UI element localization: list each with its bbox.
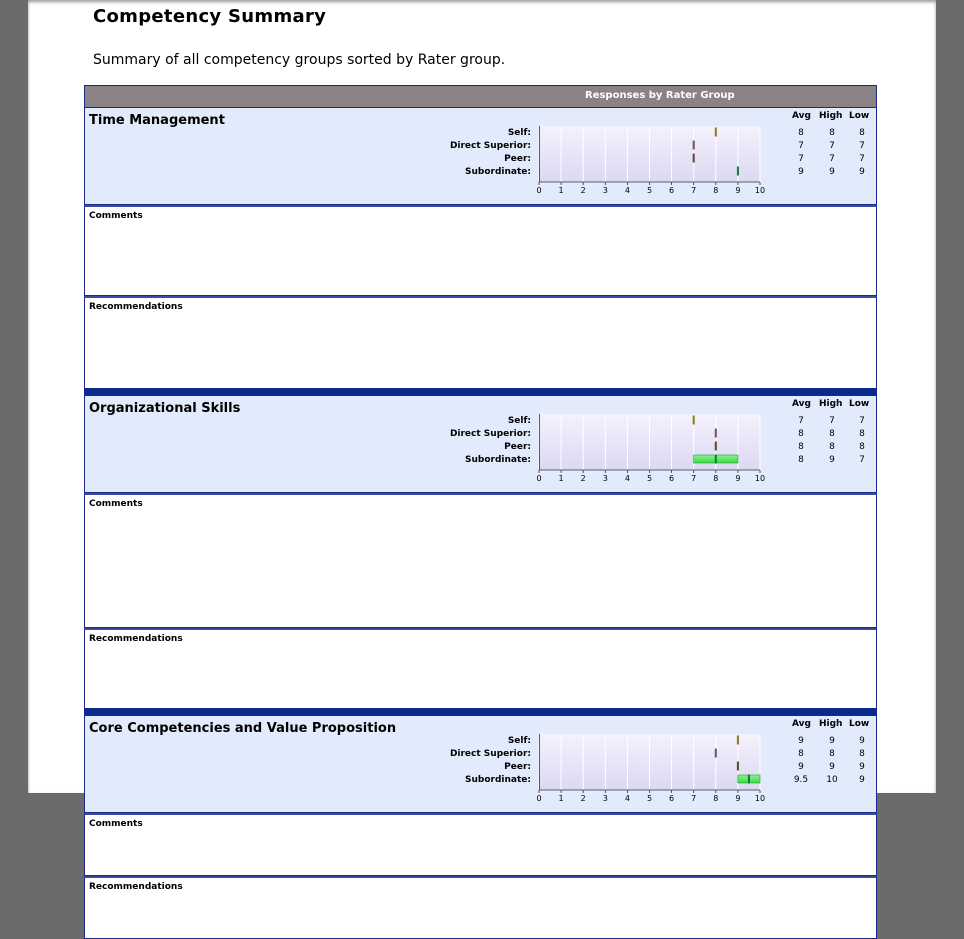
rater-score-chart (536, 734, 766, 803)
stat-avg-value: 8 (798, 429, 804, 439)
score-avg-marker (737, 736, 739, 745)
competency-group (84, 709, 877, 939)
recommendations-label: Recommendations (89, 302, 183, 312)
stat-high-value: 9 (829, 167, 835, 177)
stat-column-header: High (819, 399, 843, 409)
x-tick-label: 9 (735, 794, 741, 803)
x-tick-label: 6 (669, 474, 675, 483)
score-avg-marker (737, 762, 739, 771)
stat-avg-value: 7 (798, 416, 804, 426)
stat-high-value: 8 (829, 442, 835, 452)
recommendations-label: Recommendations (89, 882, 183, 892)
x-tick-label: 2 (580, 794, 586, 803)
x-tick-label: 0 (536, 474, 542, 483)
chart-svg (536, 734, 766, 804)
rater-group-label: Peer: (504, 154, 531, 164)
x-tick-label: 8 (713, 474, 719, 483)
x-tick-label: 4 (624, 474, 630, 483)
comments-section (84, 493, 877, 628)
stat-column-header: High (819, 719, 843, 729)
comments-label: Comments (89, 819, 143, 829)
comments-label: Comments (89, 211, 143, 221)
x-tick-label: 4 (624, 186, 630, 195)
score-avg-marker (693, 154, 695, 163)
page-title: Competency Summary (93, 6, 327, 27)
stat-high-value: 9 (829, 455, 835, 465)
rater-group-label: Subordinate: (465, 775, 531, 785)
rater-score-chart (536, 126, 766, 195)
stat-low-value: 7 (859, 455, 865, 465)
stat-column-header: Low (849, 719, 870, 729)
stat-high-value: 7 (829, 416, 835, 426)
stat-column-header: High (819, 111, 843, 121)
stat-high-value: 9 (829, 762, 835, 772)
rater-group-label: Self: (507, 736, 531, 746)
rater-group-label: Self: (507, 416, 531, 426)
x-tick-label: 5 (646, 794, 653, 803)
rater-group-label: Direct Superior: (449, 141, 531, 151)
chart-svg (536, 414, 766, 484)
stat-low-value: 9 (859, 167, 865, 177)
stat-high-value: 7 (829, 154, 835, 164)
stat-high-value: 9 (829, 736, 835, 746)
x-tick-label: 5 (646, 186, 653, 195)
competency-name: Core Competencies and Value Proposition (89, 721, 397, 736)
score-avg-marker (737, 167, 739, 176)
stat-low-value: 9 (859, 775, 865, 785)
competency-summary-panel (84, 715, 877, 813)
stat-low-value: 7 (859, 141, 865, 151)
comments-label: Comments (89, 499, 143, 509)
x-tick-label: 10 (754, 794, 766, 803)
stat-avg-value: 9 (798, 167, 804, 177)
competency-report (84, 85, 877, 939)
score-avg-marker (715, 429, 717, 438)
recommendations-label: Recommendations (89, 634, 183, 644)
rater-group-label: Direct Superior: (449, 749, 531, 759)
x-tick-label: 9 (735, 474, 741, 483)
x-tick-label: 5 (646, 474, 653, 483)
rater-group-label: Self: (507, 128, 531, 138)
x-tick-label: 7 (691, 186, 697, 195)
x-tick-label: 10 (754, 474, 766, 483)
stat-high-value: 8 (829, 128, 835, 138)
stat-column-header: Low (849, 399, 870, 409)
x-tick-label: 1 (558, 186, 564, 195)
stat-low-value: 7 (859, 154, 865, 164)
score-avg-marker (715, 128, 717, 137)
stat-low-value: 9 (859, 762, 865, 772)
stat-column-header: Low (849, 111, 870, 121)
stat-avg-value: 7 (798, 154, 804, 164)
stat-avg-value: 9 (798, 762, 804, 772)
x-tick-label: 6 (669, 794, 675, 803)
stat-column-header: Avg (792, 719, 811, 729)
stat-low-value: 8 (859, 749, 865, 759)
rater-group-label: Peer: (504, 442, 531, 452)
stat-column-header: Avg (792, 399, 811, 409)
stat-avg-value: 8 (798, 749, 804, 759)
score-avg-marker (693, 416, 695, 425)
score-avg-marker (748, 775, 750, 784)
competency-group (84, 107, 877, 389)
recommendations-section (84, 628, 877, 709)
comments-section (84, 813, 877, 876)
stat-low-value: 8 (859, 128, 865, 138)
x-tick-label: 0 (536, 186, 542, 195)
score-avg-marker (715, 749, 717, 758)
comments-section (84, 205, 877, 296)
stat-high-value: 7 (829, 141, 835, 151)
competency-summary-panel (84, 107, 877, 205)
competency-name: Organizational Skills (89, 401, 241, 416)
x-tick-label: 7 (691, 794, 697, 803)
rater-group-label: Subordinate: (465, 455, 531, 465)
stat-low-value: 7 (859, 416, 865, 426)
competency-name: Time Management (89, 113, 225, 128)
stat-high-value: 8 (829, 429, 835, 439)
rater-group-label: Subordinate: (465, 167, 531, 177)
report-header-label: Responses by Rater Group (585, 90, 735, 101)
x-tick-label: 3 (602, 186, 608, 195)
stat-avg-value: 9 (798, 736, 804, 746)
stat-low-value: 8 (859, 442, 865, 452)
x-tick-label: 1 (558, 474, 564, 483)
page-subtitle: Summary of all competency groups sorted by Rater group. (93, 52, 506, 68)
x-tick-label: 2 (580, 186, 586, 195)
x-tick-label: 3 (602, 474, 608, 483)
report-header (84, 85, 877, 107)
stat-avg-value: 7 (798, 141, 804, 151)
chart-svg (536, 126, 766, 196)
stat-low-value: 8 (859, 429, 865, 439)
stat-high-value: 10 (826, 775, 838, 785)
rater-group-label: Peer: (504, 762, 531, 772)
stat-low-value: 9 (859, 736, 865, 746)
score-avg-marker (715, 455, 717, 464)
x-tick-label: 7 (691, 474, 697, 483)
x-tick-label: 3 (602, 794, 608, 803)
recommendations-section (84, 296, 877, 389)
stat-avg-value: 9.5 (793, 775, 809, 785)
score-avg-marker (693, 141, 695, 150)
x-tick-label: 0 (536, 794, 542, 803)
report-page (28, 0, 936, 892)
recommendations-section (84, 876, 877, 939)
x-tick-label: 6 (669, 186, 675, 195)
stat-avg-value: 8 (798, 455, 804, 465)
competency-summary-panel (84, 395, 877, 493)
x-tick-label: 10 (754, 186, 766, 195)
x-tick-label: 2 (580, 474, 586, 483)
x-tick-label: 8 (713, 794, 719, 803)
stat-high-value: 8 (829, 749, 835, 759)
x-tick-label: 8 (713, 186, 719, 195)
stat-column-header: Avg (792, 111, 811, 121)
rater-group-label: Direct Superior: (449, 429, 531, 439)
x-tick-label: 9 (735, 186, 741, 195)
score-avg-marker (715, 442, 717, 451)
rater-score-chart (536, 414, 766, 483)
stat-avg-value: 8 (798, 128, 804, 138)
x-tick-label: 1 (558, 794, 564, 803)
x-tick-label: 4 (624, 794, 630, 803)
competency-group (84, 389, 877, 709)
stat-avg-value: 8 (798, 442, 804, 452)
